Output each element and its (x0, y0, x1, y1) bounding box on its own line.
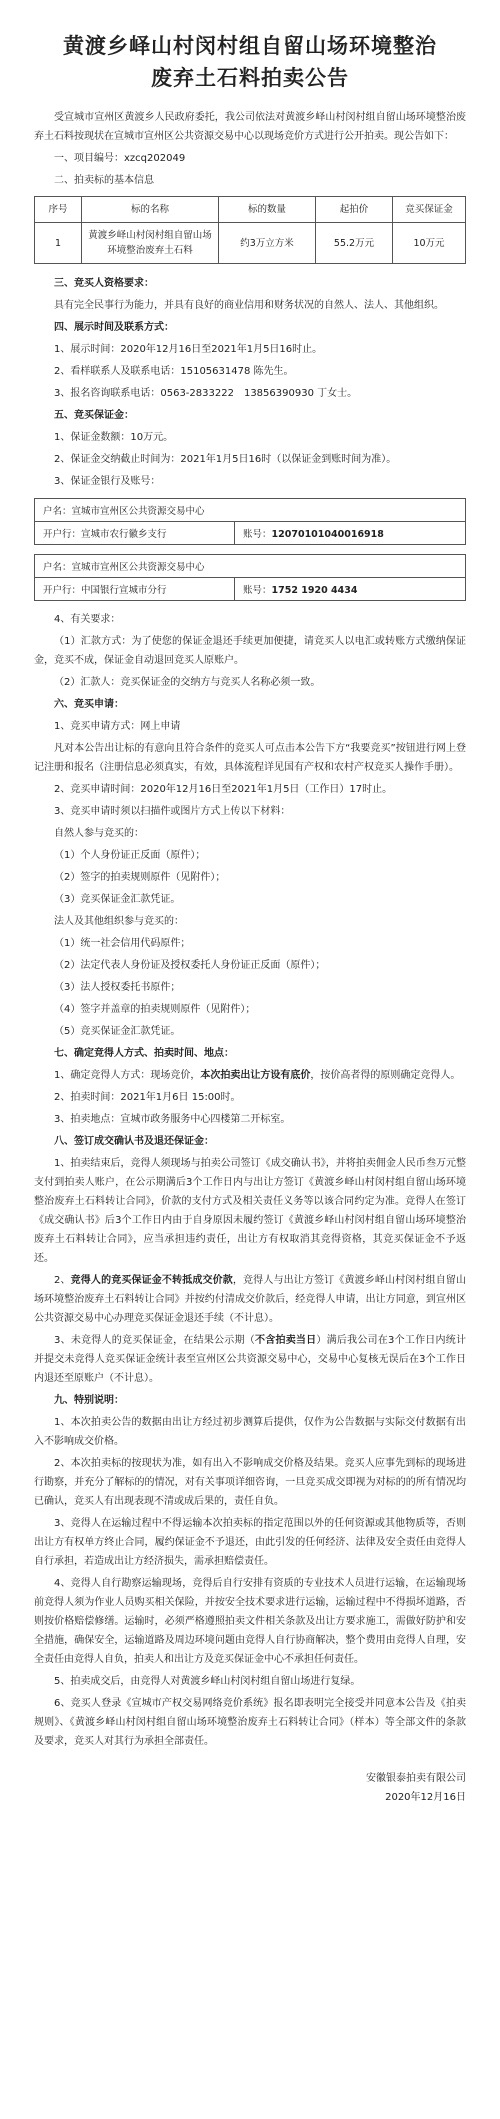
account-name: 户名：宣城市宣州区公共资源交易中心 (43, 506, 205, 517)
section-9-item: 1、本次拍卖公告的数据由出让方经过初步测算后提供，仅作为公告数据与实际交付数据有出入不影响成交价格。 (34, 1417, 466, 1447)
section-7-item: 3、拍卖地点：宣城市政务服务中心四楼第二开标室。 (54, 1114, 291, 1125)
account-number-cell (235, 578, 365, 600)
section-5-title: 五、竞买保证金： (54, 410, 134, 421)
section-6-item: （4）签字并盖章的拍卖规则原件（见附件）； (54, 1004, 256, 1015)
section-7-item (34, 1066, 466, 1085)
table-header-cell: 标的数量 (219, 197, 316, 223)
account-number-label: 账号： (243, 529, 272, 540)
text-run: 2、 (54, 1275, 71, 1286)
table-header-cell: 竞买保证金 (393, 197, 466, 223)
section-6-item: （2）签字的拍卖规则原件（见附件）； (54, 872, 226, 883)
bank-account-box-2 (34, 554, 466, 601)
section-4-title: 四、展示时间及联系方式： (54, 322, 174, 333)
section-9-title: 九、特别说明： (54, 1395, 124, 1406)
section-9-item: 5、拍卖成交后，由竞得人对黄渡乡峄山村闵村组自留山场进行复绿。 (54, 1676, 361, 1687)
signature-date: 2020年12月16日 (385, 1792, 466, 1803)
account-number: 12070101040016918 (271, 529, 384, 540)
section-2-title: 二、拍卖标的基本信息 (54, 175, 154, 186)
section-6-item: （1）个人身份证正反面（原件）； (54, 850, 206, 861)
text-run-bold: 不含拍卖当日 (255, 1335, 317, 1346)
section-5-item: 2、保证金交纳截止时间为：2021年1月5日16时（以保证金到账时间为准）。 (54, 454, 397, 465)
table-header-cell: 起拍价 (316, 197, 393, 223)
section-6-item: 2、竞买申请时间：2020年12月16日至2021年1月5日（工作日）17时止。 (54, 784, 393, 795)
section-9-item: 4、竞得人自行勘察运输现场，竞得后自行安排有资质的专业技术人员进行运输，在运输现场前竞得人须为作业人员购买相关保险，并按安全技术要求进行运输，运输过程中不得损坏道路，否则按价格赔偿修缮。运输时，必须严格遵照拍卖文件相关条款及出让方要求施工，需做好防护和安全措施，确保安全，运输道路及周边环境问题由竞得人自行协商解决，整个费用由竞得人自理，安全责任由竞得人自负，拍卖人和出让方及竞买保证金中心不承担任何责任。 (34, 1578, 466, 1665)
section-4-item: 1、展示时间：2020年12月16日至2021年1月5日16时止。 (54, 344, 323, 355)
table-cell: 10万元 (393, 223, 466, 264)
section-8-title: 八、签订成交确认书及退还保证金： (54, 1136, 214, 1147)
signature-block (34, 1769, 466, 1807)
section-9-item: 6、竞买人登录《宣城市产权交易网络竞价系统》报名即表明完全接受并同意本公告及《拍卖规则》、《黄渡乡峄山村闵村组自留山场环境整治废弃土石料转让合同》（样本）等全部文件的条款及要求，竞买人对其行为承担全部责任。 (34, 1698, 466, 1747)
section-8-item (34, 1271, 466, 1328)
section-6-item: （5）竞买保证金汇款凭证。 (54, 1026, 181, 1037)
section-6-item: 自然人参与竞买的： (54, 828, 144, 839)
table-header-cell: 序号 (35, 197, 82, 223)
project-number: 一、项目编号：xzcq202049 (54, 153, 186, 164)
intro-paragraph: 受宣城市宣州区黄渡乡人民政府委托，我公司依法对黄渡乡峄山村闵村组自留山场环境整治废弃土石料按现状在宣城市宣州区公共资源交易中心以现场竞价方式进行公开拍卖。现公告如下： (34, 112, 466, 142)
section-6-item: （1）统一社会信用代码原件； (54, 938, 191, 949)
section-5-notes-title: 4、有关要求： (54, 614, 121, 625)
account-bank: 开户行：宣城市农行徽乡支行 (35, 522, 235, 544)
text-run: ，按价高者得的原则确定竞得人。 (310, 1070, 461, 1081)
section-5-item: 1、保证金数额：10万元。 (54, 432, 174, 443)
table-cell: 55.2万元 (316, 223, 393, 264)
text-run: 1、确定竞得人方式：现场竞价， (54, 1070, 201, 1081)
account-bank: 开户行：中国银行宣城市分行 (35, 578, 235, 600)
section-4-item: 3、报名咨询联系电话：0563-2833222 13856390930 丁女士。 (54, 388, 358, 399)
section-5-item: 3、保证金银行及账号： (54, 476, 161, 487)
section-3-title: 三、竞买人资格要求： (54, 278, 154, 289)
section-6-item: 1、竞买申请方式：网上申请 (54, 721, 181, 732)
title-line-1: 黄渡乡峄山村闵村组自留山场环境整治 (63, 34, 437, 58)
table-cell: 约3万立方米 (219, 223, 316, 264)
account-number: 1752 1920 4434 (271, 585, 358, 596)
section-6-title: 六、竞买申请： (54, 699, 124, 710)
text-run-bold: 竞得人的竞买保证金不转抵成交价款 (70, 1275, 233, 1286)
table-cell: 黄渡乡峄山村闵村组自留山场环境整治废弃土石料 (82, 223, 219, 264)
section-9-item: 3、竞得人在运输过程中不得运输本次拍卖标的指定范围以外的任何资源或其他物质等，否则出让方有权单方终止合同，履约保证金不予退还，由此引发的任何经济、法律及安全责任由竞得人自行承担，若造成出让方经济损失，需承担赔偿责任。 (34, 1518, 466, 1567)
section-6-item: （3）法人授权委托书原件； (54, 982, 181, 993)
account-number-label: 账号： (243, 585, 272, 596)
text-run-bold: 本次拍卖出让方设有底价 (200, 1070, 311, 1081)
table-header-cell: 标的名称 (82, 197, 219, 223)
section-8-item (34, 1331, 466, 1388)
auction-item-table (34, 196, 466, 264)
section-6-item: 凡对本公告出让标的有意向且符合条件的竞买人可点击本公告下方“我要竞买”按钮进行网上登记注册和报名（注册信息必须真实，有效，具体流程详见国有产权和农村产权竞买人操作手册）。 (34, 743, 466, 773)
section-5-note: （2）汇款人：竞买保证金的交纳方与竞买人名称必须一致。 (54, 677, 321, 688)
section-7-item: 2、拍卖时间：2021年1月6日 15:00时。 (54, 1092, 241, 1103)
text-run: ，竞得人与出让方签订《黄渡乡峄山村闵村组自留山场环境整治废弃土石料转让合同》并按约付清成交价款后，经竞得人申请，出让方同意，到宣州区公共资源交易中心办理竞买保证金退还手续（不计息）。 (34, 1275, 466, 1324)
table-header-row (35, 197, 466, 223)
section-8-item: 1、拍卖结束后，竞得人须现场与拍卖公司签订《成交确认书》，并将拍卖佣金人民币叁万元整支付到拍卖人账户，在公示期满后3个工作日内与出让方签订《黄渡乡峄山村闵村组自留山场环境整治废弃土石料转让合同》，价款的支付方式及相关责任义务等以该合同约定为准。竞得人在签订《成交确认书》后3个工作日内由于自身原因未履约签订《黄渡乡峄山村闵村组自留山场环境整治废弃土石料转让合同》，应当承担违约责任，出让方有权取消其竞得资格，其竞买保证金不予返还。 (34, 1158, 466, 1264)
section-6-item: 3、竞买申请时须以扫描件或图片方式上传以下材料： (54, 806, 291, 817)
section-5-note: （1）汇款方式：为了使您的保证金退还手续更加便捷，请竞买人以电汇或转账方式缴纳保证金，竞买不成，保证金自动退回竞买人原账户。 (34, 636, 466, 666)
section-6-item: （3）竞买保证金汇款凭证。 (54, 894, 181, 905)
account-name: 户名：宣城市宣州区公共资源交易中心 (43, 562, 205, 573)
text-run: 3、未竞得人的竞买保证金，在结果公示期（ (54, 1335, 255, 1346)
section-4-item: 2、看样联系人及联系电话：15105631478 陈先生。 (54, 366, 294, 377)
table-cell: 1 (35, 223, 82, 264)
title-line-2: 废弃土石料拍卖公告 (151, 66, 349, 90)
section-3-body: 具有完全民事行为能力，并具有良好的商业信用和财务状况的自然人、法人、其他组织。 (54, 300, 444, 311)
table-row (35, 223, 466, 264)
section-6-item: 法人及其他组织参与竞买的： (54, 916, 184, 927)
section-6-item: （2）法定代表人身份证及授权委托人身份证正反面（原件）； (54, 960, 326, 971)
section-9-item: 2、本次拍卖标的按现状为准，如有出入不影响成交价格及结果。竞买人应事先到标的现场进行勘察，并充分了解标的的情况，对有关事项详细咨询，一旦竞买成交即视为对标的的所有情况均已确认，竞买人有出现表现不清或成后果的，责任自负。 (34, 1458, 466, 1507)
bank-account-box-1 (34, 498, 466, 545)
page-title (34, 30, 466, 94)
section-7-title: 七、确定竞得人方式、拍卖时间、地点： (54, 1048, 234, 1059)
account-number-cell (235, 522, 392, 544)
signature-company: 安徽银泰拍卖有限公司 (366, 1773, 466, 1784)
text-run: ）满后我公司在3个工作日内统计并提交未竞得人竞买保证金统计表至宣州区公共资源交易中心，交易中心复核无误后在3个工作日内退还至原账户（不计息）。 (34, 1335, 466, 1384)
